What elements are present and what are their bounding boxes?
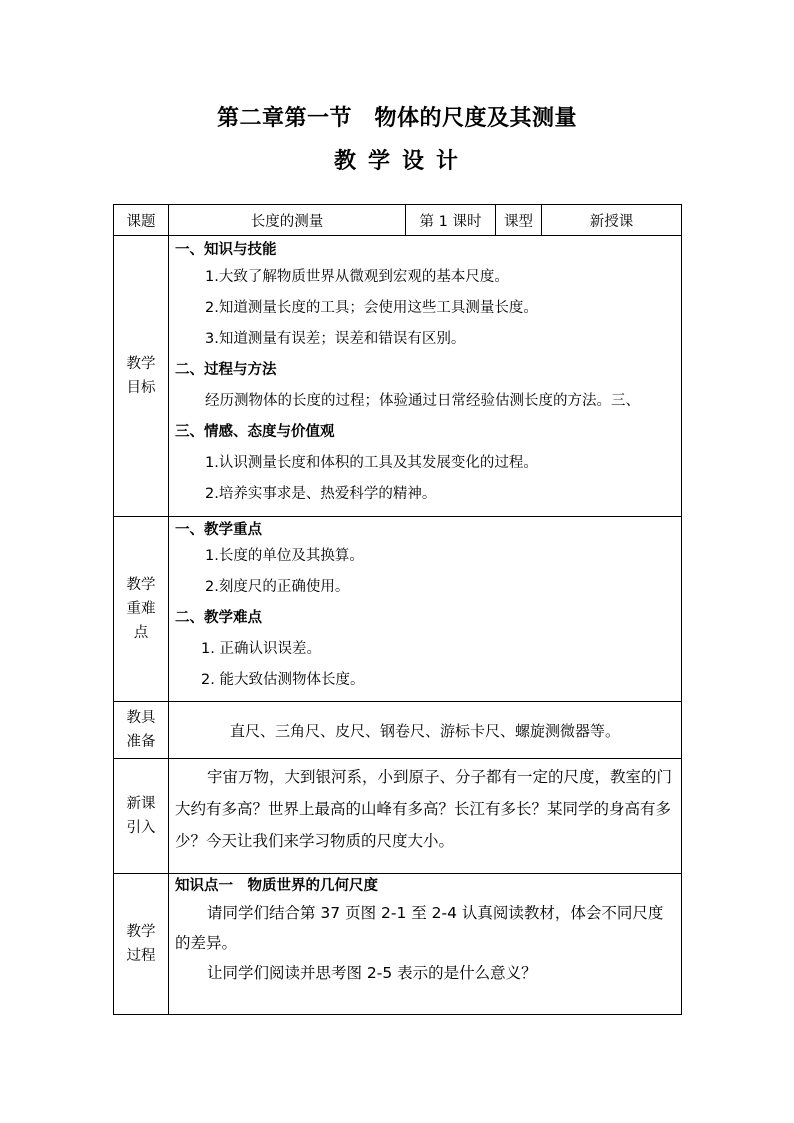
process-content — [169, 874, 682, 1015]
intro-paragraph: 宇宙万物，大到银河系，小到原子、分子都有一定的尺度，教室的门大约有多高？世界上最高的山峰有多高？长江有多长？某同学的身高有多少？今天让我们来学习物质的尺度大小。 — [175, 768, 673, 850]
objectives-label — [114, 236, 169, 517]
intro-label — [114, 759, 169, 874]
key-point-item: 2.刻度尺的正确使用。 — [205, 578, 350, 595]
process-label-line1: 教学 — [126, 924, 156, 940]
objectives-section2-title: 二、过程与方法 — [175, 362, 277, 378]
intro-label-line2: 引入 — [126, 820, 156, 836]
header-row — [114, 205, 682, 236]
objectives-section1-title: 一、知识与技能 — [175, 242, 277, 258]
objective-item: 1.大致了解物质世界从微观到宏观的基本尺度。 — [205, 269, 509, 285]
subject-label: 课题 — [114, 205, 169, 236]
intro-row — [114, 759, 682, 874]
document-subtitle: 教学设计 — [333, 148, 470, 174]
tools-label-line2: 准备 — [126, 734, 156, 750]
knowledge-point-title: 知识点一 物质世界的几何尺度 — [175, 878, 378, 894]
intro-content — [169, 759, 682, 874]
type-label: 课型 — [496, 205, 542, 236]
process-paragraph: 请同学们结合第 37 页图 2-1 至 2-4 认真阅读教材，体会不同尺度的差异。 — [175, 904, 664, 952]
process-label — [114, 874, 169, 1015]
difficulty-item: 1. 正确认识误差。 — [201, 640, 321, 657]
objectives-content — [169, 236, 682, 517]
key-points-label-line1: 教学 — [126, 577, 156, 593]
intro-label-line1: 新课 — [126, 796, 156, 812]
objectives-row — [114, 236, 682, 517]
document-title: 第二章第一节 物体的尺度及其测量 — [216, 105, 577, 131]
objectives-section3-title: 三、情感、态度与价值观 — [175, 424, 335, 440]
process-row — [114, 874, 682, 1015]
key-points-label — [114, 517, 169, 702]
tools-content: 直尺、三角尺、皮尺、钢卷尺、游标卡尺、螺旋测微器等。 — [169, 702, 682, 759]
difficulty-item: 2. 能大致估测物体长度。 — [201, 671, 365, 688]
key-points-label-line2: 重难 — [126, 601, 156, 617]
objective-item: 3.知道测量有误差；误差和错误有区别。 — [205, 331, 466, 347]
period-value: 第 1 课时 — [406, 205, 496, 236]
subject-value: 长度的测量 — [169, 205, 406, 236]
key-points-section1-title: 一、教学重点 — [175, 521, 262, 538]
key-point-item: 1.长度的单位及其换算。 — [205, 547, 364, 564]
process-paragraph: 让同学们阅读并思考图 2-5 表示的是什么意义？ — [207, 964, 537, 982]
lesson-plan-table — [113, 204, 682, 1015]
objectives-label-line1: 教学 — [126, 356, 156, 372]
key-points-label-line3: 点 — [133, 625, 149, 641]
type-value: 新授课 — [542, 205, 682, 236]
objectives-label-line2: 目标 — [126, 380, 156, 396]
objective-item: 1.认识测量长度和体积的工具及其发展变化的过程。 — [205, 455, 538, 471]
key-points-content — [169, 517, 682, 702]
key-points-section2-title: 二、教学难点 — [175, 609, 262, 626]
tools-row — [114, 702, 682, 759]
objective-item: 2.培养实事求是、热爱科学的精神。 — [205, 486, 437, 502]
objective-item: 经历测物体的长度的过程；体验通过日常经验估测长度的方法。三、 — [205, 393, 640, 409]
objective-item: 2.知道测量长度的工具；会使用这些工具测量长度。 — [205, 300, 538, 316]
process-label-line2: 过程 — [126, 948, 156, 964]
key-points-row — [114, 517, 682, 702]
tools-label-line1: 教具 — [126, 710, 156, 726]
tools-label — [114, 702, 169, 759]
